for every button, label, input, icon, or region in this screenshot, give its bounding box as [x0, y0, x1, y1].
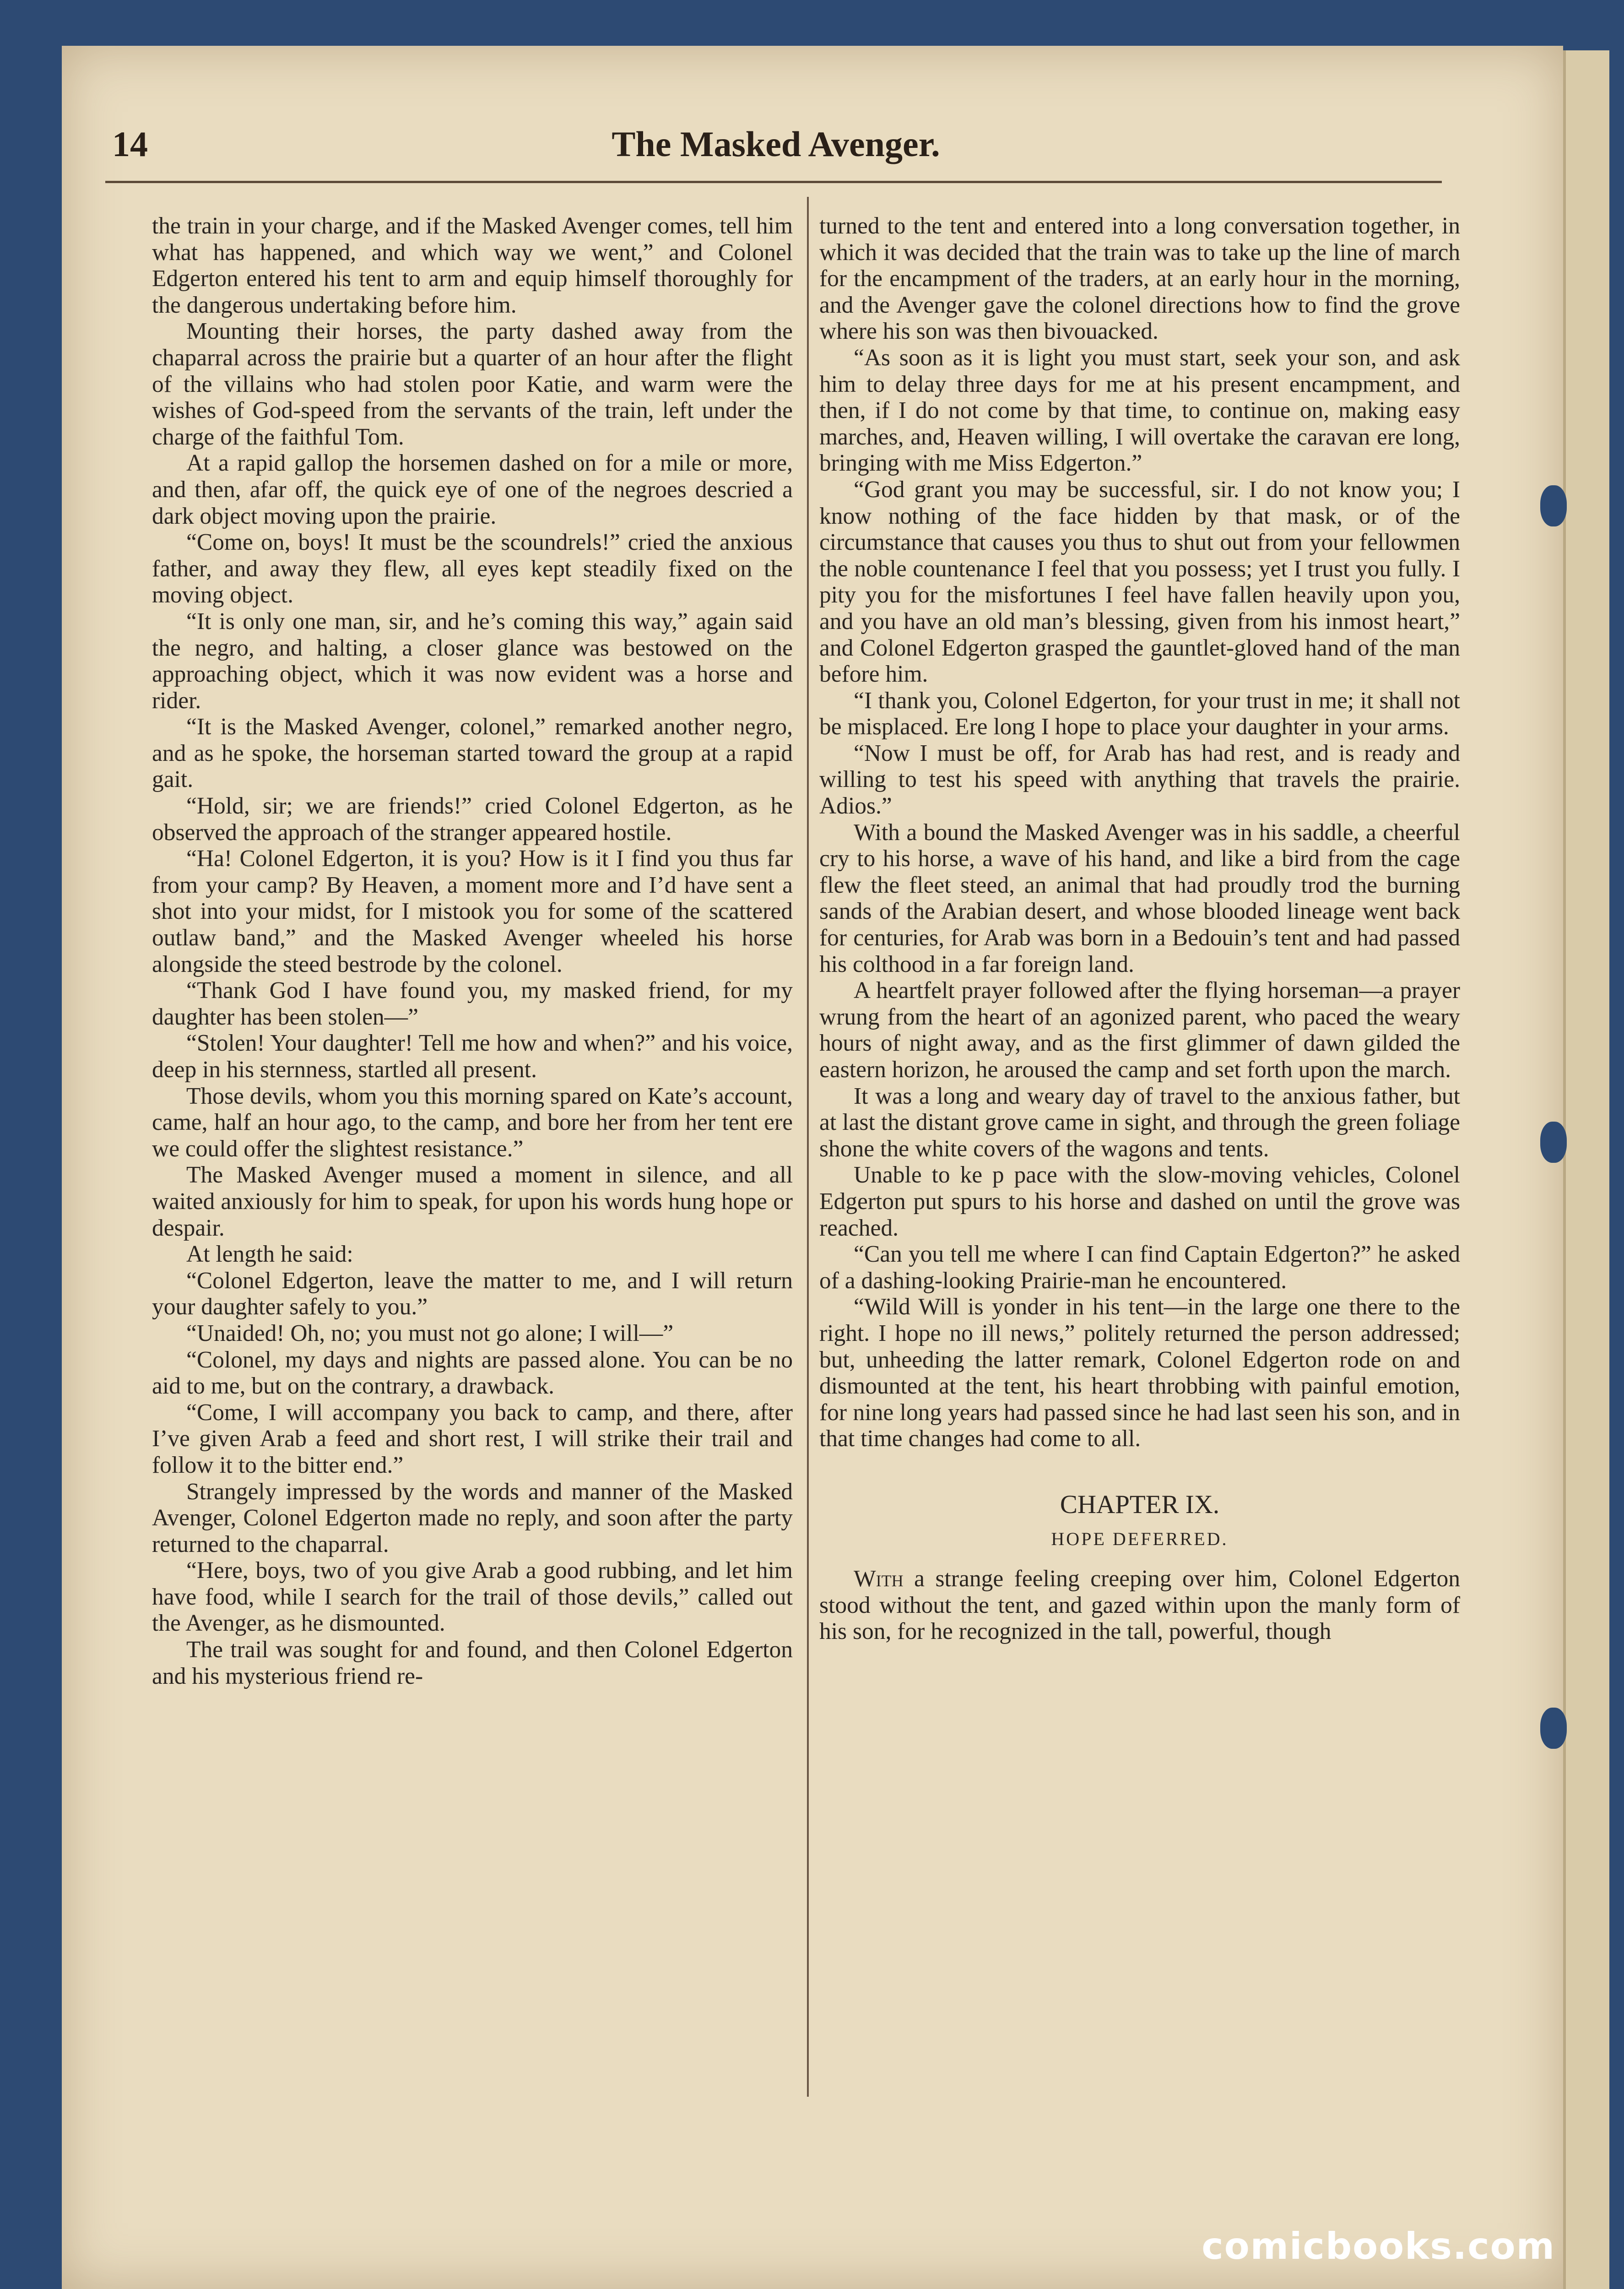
- paragraph: the train in your charge, and if the Masked Avenger comes, tell him what has happened, and which way we went,” and Colonel Edgerton entered his tent to arm and equip himself thoroughly for the dangerous undertaking before him.: [152, 213, 793, 318]
- paragraph: It was a long and weary day of travel to the anxious father, but at last the distant grove came in sight, and through the green foliage shone the white covers of the wagons and tents.: [819, 1083, 1460, 1162]
- paragraph: “Come on, boys! It must be the scoundrels!” cried the anxious father, and away they flew, all eyes kept steadily fixed on the moving object.: [152, 529, 793, 608]
- chapter-opening-lead: With: [854, 1565, 904, 1592]
- paragraph: “Unaided! Oh, no; you must not go alone; I will—”: [186, 1320, 674, 1346]
- binding-hole: [1540, 1708, 1567, 1749]
- paragraph: “Hold, sir; we are friends!” cried Colonel Edgerton, as he observed the approach of the stranger appeared hostile.: [152, 793, 793, 846]
- watermark: comicbooks.com: [1202, 2225, 1555, 2267]
- paragraph: Those devils, whom you this morning spared on Kate’s account, came, half an hour ago, to the camp, and bore her from her tent ere we could offer the slightest resistance.”: [152, 1083, 793, 1162]
- paragraph: “Come, I will accompany you back to camp, and there, after I’ve given Arab a feed and short rest, I will strike their trail and follow it to the bitter end.”: [152, 1399, 793, 1478]
- paragraph: “Thank God I have found you, my masked friend, for my daughter has been stolen—”: [152, 977, 793, 1030]
- chapter-opening-paragraph: [819, 1566, 1460, 1645]
- paragraph: The Masked Avenger mused a moment in silence, and all waited anxiously for him to speak, for upon his words hung hope or despair.: [152, 1162, 793, 1241]
- paragraph: Unable to ke p pace with the slow-moving vehicles, Colonel Edgerton put spurs to his horse and dashed on until the grove was reached.: [819, 1162, 1460, 1241]
- paragraph: “I thank you, Colonel Edgerton, for your trust in me; it shall not be misplaced. Ere long I hope to place your daughter in your arms.: [819, 687, 1460, 740]
- paragraph: Mounting their horses, the party dashed away from the chaparral across the prairie but a quarter of an hour after the flight of the villains who had stolen poor Katie, and warm were the wishes of God-speed from the servants of the train, left under the charge of the faithful Tom.: [152, 318, 793, 450]
- paragraph: A heartfelt prayer followed after the flying horseman—a prayer wrung from the heart of an agonized parent, who paced the weary hours of night away, and as the first glimmer of dawn gilded the eastern horizon, he aroused the camp and set forth upon the march.: [819, 977, 1460, 1083]
- binding-hole: [1540, 485, 1567, 526]
- paragraph: “Wild Will is yonder in his tent—in the large one there to the right. I hope no ill news,” politely returned the person addressed; but, unheeding the latter remark, Colonel Edgerton rode on and dismounted at the tent, his heart throbbing with painful emotion, for nine long years had passed since he had last seen his son, and in that time changes had come to all.: [819, 1294, 1460, 1452]
- paragraph: “Here, boys, two of you give Arab a good rubbing, and let him have food, while I search for the trail of those devils,” called out the Avenger, as he dismounted.: [152, 1557, 793, 1637]
- binding-hole: [1540, 1122, 1567, 1163]
- paragraph: The trail was sought for and found, and then Colonel Edgerton and his mysterious friend re-: [152, 1637, 793, 1689]
- left-column: [152, 213, 793, 1689]
- page-header: [112, 124, 1440, 174]
- paragraph: With a bound the Masked Avenger was in his saddle, a cheerful cry to his horse, a wave of his hand, and like a bird from the cage flew the fleet steed, an animal that had proudly trod the burning sands of the Arabian desert, and whose blooded lineage went back for centuries, for Arab was born in a Bedouin’s tent and had passed his colthood in a far foreign land.: [819, 819, 1460, 977]
- paragraph: “As soon as it is light you must start, seek your son, and ask him to delay three days for me at his present encampment, and then, if I do not come by that time, to continue on, making easy marches, and, Heaven willing, I will overtake the caravan ere long, bringing with me Miss Edgerton.”: [819, 344, 1460, 477]
- chapter-opening-text: a strange feeling creeping over him, Colonel Edgerton stood without the tent, and gazed within upon the manly form of his son, for he recognized in the tall, powerful, though: [819, 1565, 1460, 1645]
- paragraph: Strangely impressed by the words and manner of the Masked Avenger, Colonel Edgerton made no reply, and soon after the party returned to the chaparral.: [152, 1478, 793, 1557]
- paragraph: “Can you tell me where I can find Captain Edgerton?” he asked of a dashing-looking Prairie-man he encountered.: [819, 1241, 1460, 1294]
- header-rule: [105, 181, 1442, 183]
- chapter-title: CHAPTER IX.: [1060, 1490, 1220, 1519]
- column-divider: [807, 197, 809, 2097]
- paragraph: turned to the tent and entered into a long conversation together, in which it was decided that the train was to take up the line of march for the encampment of the traders, at an early hour in the morning, and the Avenger gave the colonel directions how to find the grove where his son was then bivouacked.: [819, 213, 1460, 345]
- paragraph: “Colonel, my days and nights are passed alone. You can be no aid to me, but on the contrary, a drawback.: [152, 1346, 793, 1399]
- right-column: [819, 213, 1460, 1645]
- paragraph: “Now I must be off, for Arab has had rest, and is ready and willing to test his speed with anything that travels the prairie. Adios.”: [819, 740, 1460, 819]
- paragraph: “God grant you may be successful, sir. I do not know you; I know nothing of the face hidden by that mask, or of the circumstance that causes you thus to shut out from your fellowmen the noble countenance I feel that you possess; yet I trust you fully. I pity you for the misfortunes I feel have fallen heavily upon you, and you have an old man’s blessing, given from his inmost heart,” and Colonel Edgerton grasped the gauntlet-gloved hand of the man before him.: [819, 476, 1460, 688]
- paragraph: “Colonel Edgerton, leave the matter to me, and I will return your daughter safely to you.”: [152, 1267, 793, 1320]
- paragraph: “It is the Masked Avenger, colonel,” remarked another negro, and as he spoke, the horseman started toward the group at a rapid gait.: [152, 714, 793, 793]
- paragraph: “Stolen! Your daughter! Tell me how and when?” and his voice, deep in his sternness, startled all present.: [152, 1030, 793, 1083]
- paragraph: “Ha! Colonel Edgerton, it is you? How is it I find you thus far from your camp? By Heaven, a moment more and I’d have sent a shot into your midst, for I mistook you for some of the scattered outlaw band,” and the Masked Avenger wheeled his horse alongside the steed bestrode by the colonel.: [152, 846, 793, 977]
- page-spine-edge: [1563, 50, 1609, 2289]
- paragraph: At a rapid gallop the horsemen dashed on for a mile or more, and then, afar off, the quick eye of one of the negroes descried a dark object moving upon the prairie.: [152, 450, 793, 529]
- paragraph: “It is only one man, sir, and he’s coming this way,” again said the negro, and halting, a closer glance was bestowed on the approaching object, which it was now evident was a horse and rider.: [152, 608, 793, 714]
- paragraph: At length he said:: [186, 1241, 353, 1268]
- running-title: The Masked Avenger.: [612, 124, 940, 164]
- chapter-subtitle: HOPE DEFERRED.: [1051, 1528, 1229, 1549]
- page-number: 14: [112, 124, 148, 164]
